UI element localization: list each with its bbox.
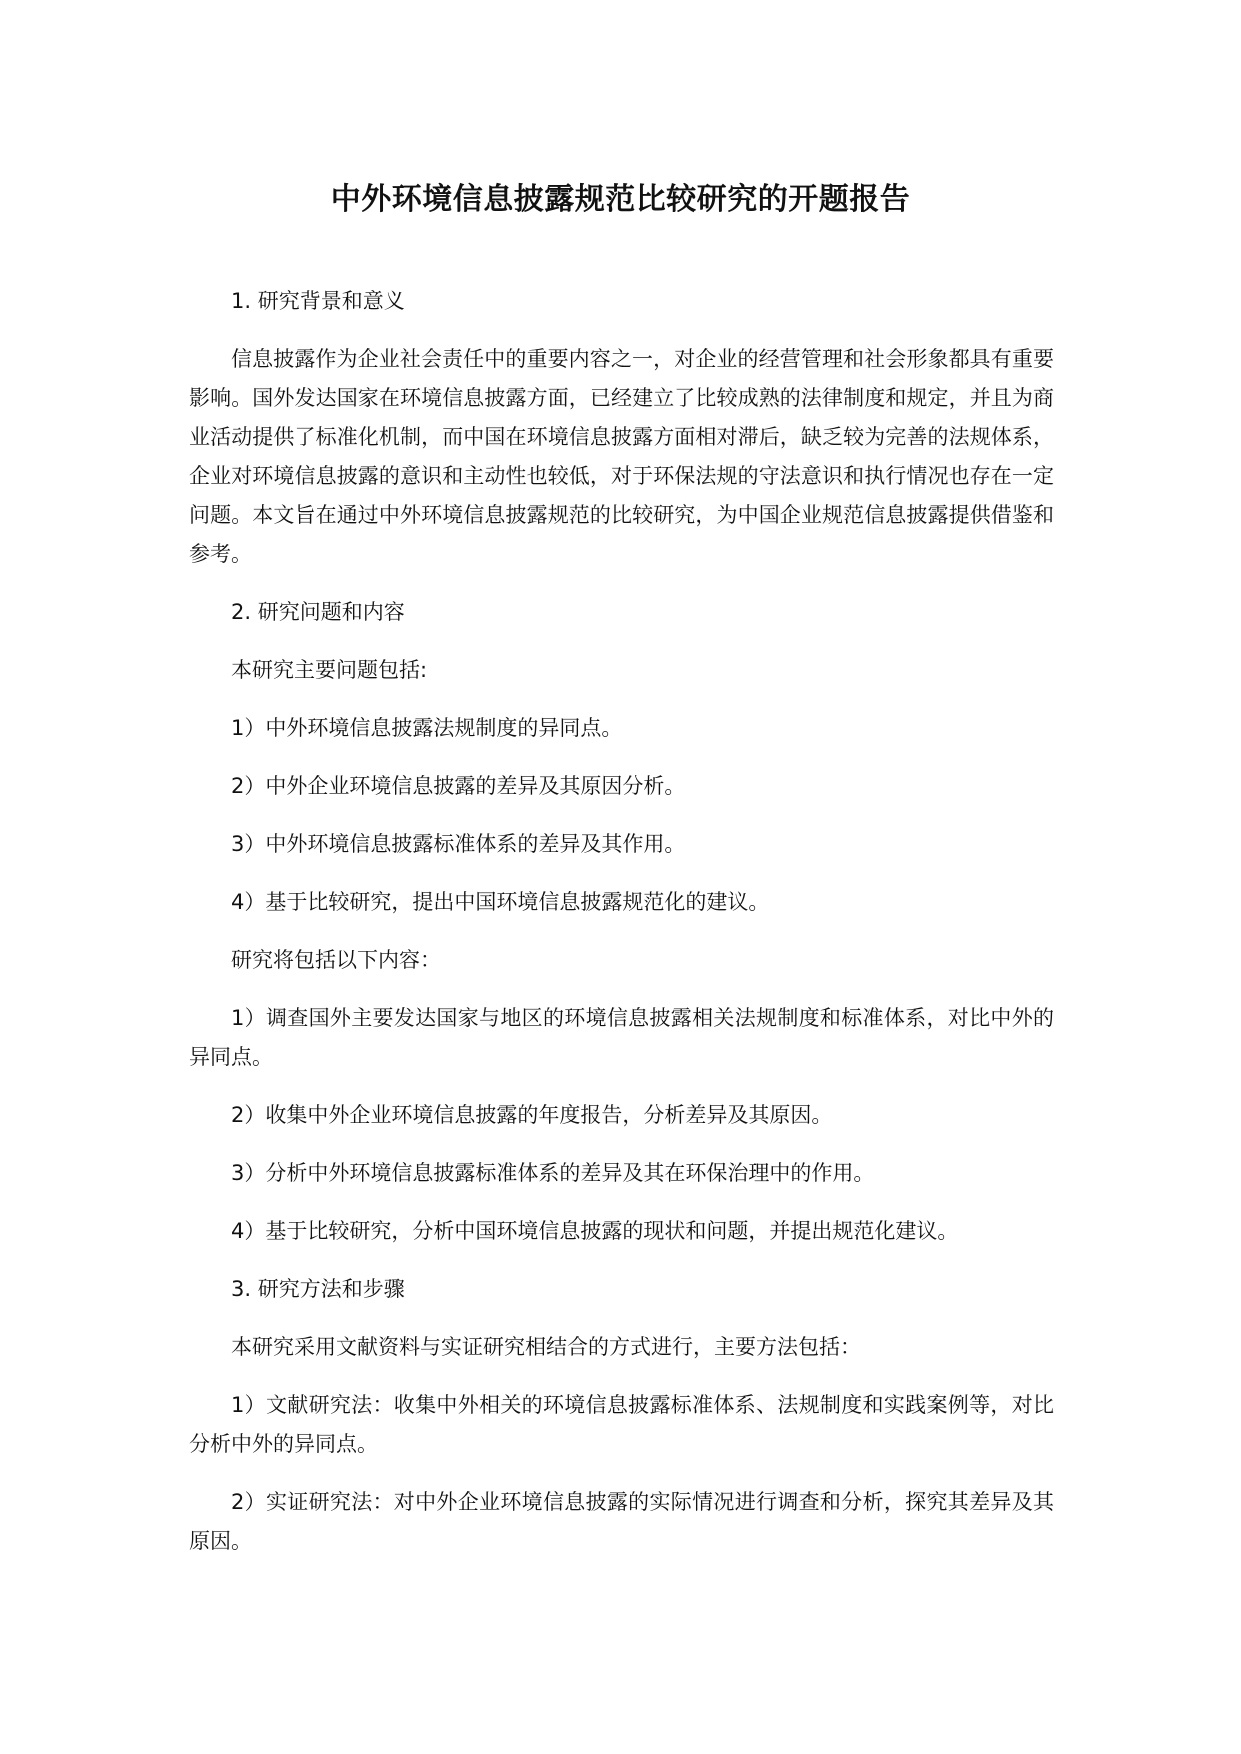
list-item-content-1: 1）调查国外主要发达国家与地区的环境信息披露相关法规制度和标准体系，对比中外的异同点。 bbox=[189, 1006, 1054, 1069]
paragraph-background: 信息披露作为企业社会责任中的重要内容之一，对企业的经营管理和社会形象都具有重要影响。国外发达国家在环境信息披露方面，已经建立了比较成熟的法律制度和规定，并且为商业活动提供了标准化机制，而中国在环境信息披露方面相对滞后，缺乏较为完善的法规体系，企业对环境信息披露的意识和主动性也较低，对于环保法规的守法意识和执行情况也存在一定问题。本文旨在通过中外环境信息披露规范的比较研究，为中国企业规范信息披露提供借鉴和参考。 bbox=[189, 347, 1054, 566]
list-item-question-2: 2）中外企业环境信息披露的差异及其原因分析。 bbox=[231, 774, 686, 798]
list-item-content-2: 2）收集中外企业环境信息披露的年度报告，分析差异及其原因。 bbox=[231, 1103, 833, 1127]
list-item-content-4: 4）基于比较研究，分析中国环境信息披露的现状和问题，并提出规范化建议。 bbox=[231, 1219, 959, 1243]
section-heading-methods: 3. 研究方法和步骤 bbox=[231, 1277, 405, 1301]
section-heading-background: 1. 研究背景和意义 bbox=[231, 289, 405, 313]
document-title: 中外环境信息披露规范比较研究的开题报告 bbox=[330, 182, 911, 217]
list-item-question-3: 3）中外环境信息披露标准体系的差异及其作用。 bbox=[231, 832, 686, 856]
list-item-method-1: 1）文献研究法：收集中外相关的环境信息披露标准体系、法规制度和实践案例等，对比分析中外的异同点。 bbox=[189, 1393, 1054, 1456]
list-item-method-2: 2）实证研究法：对中外企业环境信息披露的实际情况进行调查和分析，探究其差异及其原因。 bbox=[189, 1490, 1054, 1553]
list-item-question-1: 1）中外环境信息披露法规制度的异同点。 bbox=[231, 716, 623, 740]
list-item-question-4: 4）基于比较研究，提出中国环境信息披露规范化的建议。 bbox=[231, 890, 770, 914]
paragraph-questions-intro: 本研究主要问题包括: bbox=[231, 658, 428, 682]
document-body bbox=[189, 282, 1054, 1580]
paragraph-methods-intro: 本研究采用文献资料与实证研究相结合的方式进行，主要方法包括： bbox=[231, 1335, 861, 1359]
section-heading-questions: 2. 研究问题和内容 bbox=[231, 600, 405, 624]
list-item-content-3: 3）分析中外环境信息披露标准体系的差异及其在环保治理中的作用。 bbox=[231, 1161, 875, 1185]
paragraph-content-intro: 研究将包括以下内容： bbox=[231, 948, 441, 972]
